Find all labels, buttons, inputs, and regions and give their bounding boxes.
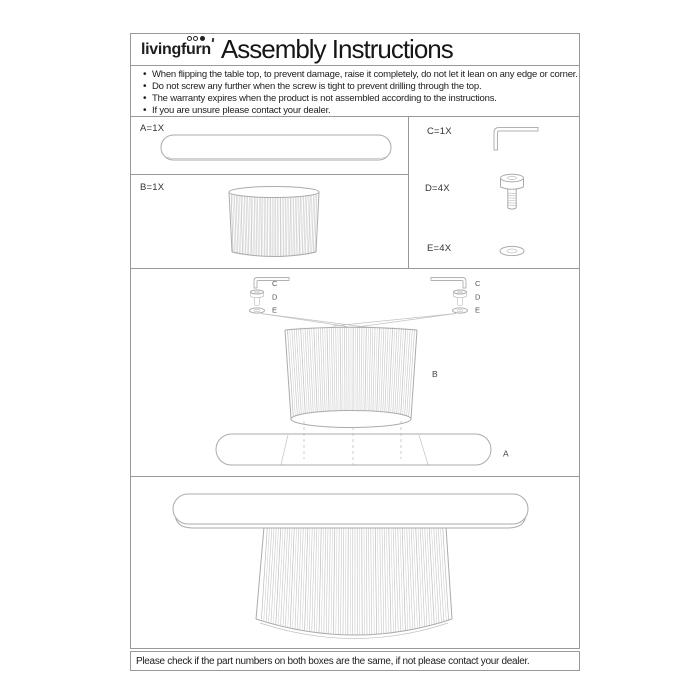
main-frame	[130, 33, 580, 649]
footer-note	[130, 651, 580, 671]
bullet-icon: •	[143, 81, 147, 93]
pedestal-part-drawing	[131, 175, 408, 268]
assembled-table-drawing	[131, 477, 579, 647]
warning-item: • When flipping the table top, to prevent damage, raise it completely, do not let it lean on any edge or corner.	[143, 69, 578, 80]
brand-logo	[141, 41, 211, 59]
assembly-diagram	[131, 269, 579, 477]
warning-item: • The warranty expires when the product is not assembled according to the instructions.	[143, 93, 497, 105]
bolt-icon	[454, 290, 467, 306]
bullet-icon: •	[143, 93, 147, 105]
warning-item: • If you are unsure please contact your dealer.	[143, 105, 331, 117]
bolt-icon	[251, 290, 264, 306]
washer-icon	[500, 246, 524, 255]
part-a-panel	[131, 117, 408, 175]
bullet-icon: •	[143, 69, 147, 80]
allen-key-icon	[431, 278, 466, 289]
callout-label-c: C	[475, 279, 481, 288]
table-top-drawing	[173, 494, 528, 528]
table-top-drawing	[216, 434, 491, 465]
base-label: B	[432, 369, 438, 379]
callout-label-e: E	[272, 305, 278, 315]
flute-lines	[287, 327, 414, 418]
header	[131, 34, 579, 66]
hardware-panel	[409, 117, 579, 268]
callout-label-d: D	[272, 292, 278, 302]
brand-logo-text: livingfurn	[141, 40, 211, 58]
callout-label-d: D	[475, 292, 481, 302]
warning-list	[131, 66, 579, 117]
part-b-label: B=1X	[140, 182, 165, 193]
assembly-drawing	[131, 269, 579, 476]
part-c-label: C=1X	[427, 126, 452, 137]
top-label: A	[503, 448, 509, 459]
table-top-part-drawing	[131, 117, 408, 174]
part-b-panel	[131, 175, 408, 269]
parts-overview	[131, 117, 579, 269]
footer-note-text: Please check if the part numbers on both boxes are the same, if not please contact your dealer.	[136, 655, 530, 667]
washer-icon	[453, 308, 468, 313]
bullet-icon: •	[143, 105, 147, 117]
washer-icon	[250, 308, 265, 313]
page-title: Assembly Instructions	[220, 34, 453, 64]
parts-left-column	[131, 117, 409, 268]
callout-label-c: C	[272, 279, 278, 288]
warning-item: • Do not screw any further when the screw is tight to prevent drilling through the top.	[143, 81, 482, 93]
allen-key-icon	[494, 128, 538, 151]
flute-lines	[261, 527, 448, 635]
logo-trademark-icon	[212, 37, 214, 41]
callout-label-e: E	[475, 305, 481, 315]
part-e-label: E=4X	[427, 243, 452, 254]
bolt-icon	[501, 174, 524, 209]
logo-dots-icon	[187, 36, 205, 41]
leader-lines	[261, 314, 456, 328]
flute-lines	[231, 193, 317, 257]
finished-product	[131, 477, 579, 648]
part-d-label: D=4X	[425, 183, 450, 194]
part-a-label: A=1X	[140, 123, 165, 134]
